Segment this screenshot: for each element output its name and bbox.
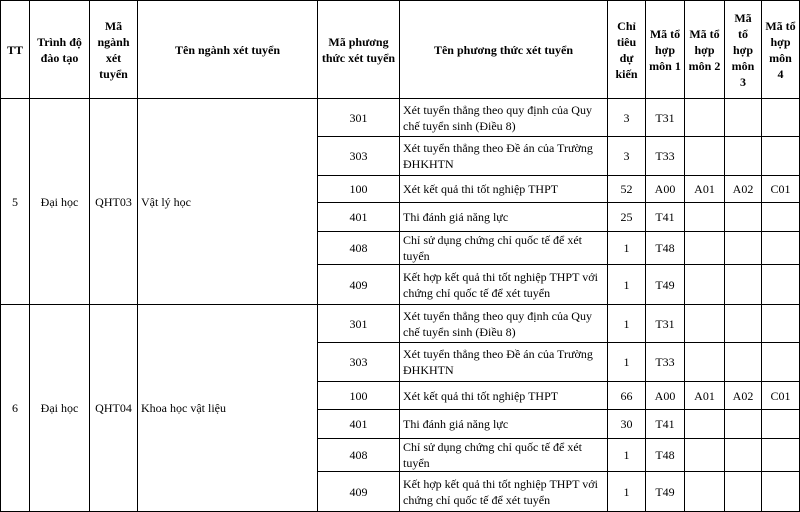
- cell-quota: 52: [608, 176, 646, 203]
- cell-combo-2: [685, 265, 725, 305]
- cell-tt: 5: [1, 99, 30, 305]
- cell-combo-4: [762, 410, 800, 439]
- cell-method-code: 100: [318, 176, 400, 203]
- cell-quota: 1: [608, 265, 646, 305]
- cell-method-name: Xét tuyển thẳng theo quy định của Quy chế tuyển sinh (Điều 8): [400, 99, 608, 137]
- header-to-hop-1: Mã tổ hợp môn 1: [646, 1, 685, 99]
- cell-combo-4: [762, 203, 800, 232]
- cell-method-code: 409: [318, 265, 400, 305]
- cell-method-name: Xét tuyển thẳng theo quy định của Quy chế tuyển sinh (Điều 8): [400, 305, 608, 343]
- cell-combo-3: [725, 232, 762, 265]
- cell-combo-3: [725, 265, 762, 305]
- cell-method-code: 408: [318, 439, 400, 472]
- header-ma-nganh: Mã ngành xét tuyển: [90, 1, 138, 99]
- cell-ten-nganh: Vật lý học: [138, 99, 318, 305]
- cell-combo-3: [725, 99, 762, 137]
- cell-method-code: 301: [318, 305, 400, 343]
- cell-quota: 1: [608, 232, 646, 265]
- cell-method-name: Kết hợp kết quả thi tốt nghiệp THPT với chứng chỉ quốc tế để xét tuyển: [400, 472, 608, 512]
- cell-combo-3: [725, 439, 762, 472]
- cell-combo-1: T31: [646, 305, 685, 343]
- header-ma-phuong-thuc: Mã phương thức xét tuyển: [318, 1, 400, 99]
- cell-combo-3: A02: [725, 382, 762, 410]
- cell-combo-4: [762, 137, 800, 176]
- cell-combo-1: T41: [646, 410, 685, 439]
- cell-combo-4: [762, 343, 800, 382]
- cell-combo-4: [762, 99, 800, 137]
- cell-method-code: 301: [318, 99, 400, 137]
- cell-combo-4: [762, 232, 800, 265]
- cell-combo-2: [685, 410, 725, 439]
- header-ten-nganh: Tên ngành xét tuyển: [138, 1, 318, 99]
- cell-combo-3: [725, 137, 762, 176]
- cell-ma-nganh: QHT03: [90, 99, 138, 305]
- cell-method-code: 409: [318, 472, 400, 512]
- cell-combo-1: T48: [646, 439, 685, 472]
- cell-method-name: Xét kết quả thi tốt nghiệp THPT: [400, 382, 608, 410]
- cell-ma-nganh: QHT04: [90, 305, 138, 512]
- header-trinh-do: Trình độ đào tạo: [30, 1, 90, 99]
- cell-combo-3: [725, 410, 762, 439]
- cell-combo-1: T48: [646, 232, 685, 265]
- cell-method-code: 303: [318, 137, 400, 176]
- cell-combo-4: C01: [762, 382, 800, 410]
- cell-method-code: 408: [318, 232, 400, 265]
- cell-method-name: Chỉ sử dụng chứng chỉ quốc tế để xét tuyển: [400, 439, 608, 472]
- cell-combo-3: [725, 203, 762, 232]
- cell-quota: 1: [608, 305, 646, 343]
- cell-combo-2: [685, 203, 725, 232]
- cell-combo-1: T31: [646, 99, 685, 137]
- cell-combo-3: [725, 305, 762, 343]
- header-ten-phuong-thuc: Tên phương thức xét tuyển: [400, 1, 608, 99]
- cell-combo-4: [762, 265, 800, 305]
- cell-quota: 1: [608, 439, 646, 472]
- cell-method-name: Thi đánh giá năng lực: [400, 410, 608, 439]
- cell-combo-2: [685, 99, 725, 137]
- cell-method-name: Xét kết quả thi tốt nghiệp THPT: [400, 176, 608, 203]
- cell-method-name: Kết hợp kết quả thi tốt nghiệp THPT với chứng chỉ quốc tế để xét tuyển: [400, 265, 608, 305]
- header-tt: TT: [1, 1, 30, 99]
- cell-trinh-do: Đại học: [30, 305, 90, 512]
- cell-combo-1: T33: [646, 343, 685, 382]
- cell-combo-4: [762, 305, 800, 343]
- cell-combo-1: T33: [646, 137, 685, 176]
- cell-method-name: Xét tuyển thẳng theo Đề án của Trường ĐHKHTN: [400, 137, 608, 176]
- cell-combo-2: [685, 137, 725, 176]
- cell-combo-4: [762, 439, 800, 472]
- cell-quota: 3: [608, 99, 646, 137]
- cell-ten-nganh: Khoa học vật liệu: [138, 305, 318, 512]
- cell-method-code: 303: [318, 343, 400, 382]
- cell-method-code: 100: [318, 382, 400, 410]
- cell-combo-2: [685, 232, 725, 265]
- cell-method-name: Xét tuyển thẳng theo Đề án của Trường ĐHKHTN: [400, 343, 608, 382]
- cell-combo-2: [685, 305, 725, 343]
- cell-combo-1: A00: [646, 382, 685, 410]
- cell-method-code: 401: [318, 203, 400, 232]
- cell-combo-3: [725, 343, 762, 382]
- cell-combo-1: T49: [646, 472, 685, 512]
- cell-quota: 30: [608, 410, 646, 439]
- cell-method-name: Thi đánh giá năng lực: [400, 203, 608, 232]
- cell-method-name: Chỉ sử dụng chứng chỉ quốc tế để xét tuyển: [400, 232, 608, 265]
- cell-combo-2: A01: [685, 382, 725, 410]
- table-row: [1, 305, 800, 343]
- cell-combo-1: T49: [646, 265, 685, 305]
- table-row: [1, 99, 800, 137]
- header-to-hop-2: Mã tổ hợp môn 2: [685, 1, 725, 99]
- cell-quota: 3: [608, 137, 646, 176]
- cell-combo-1: T41: [646, 203, 685, 232]
- cell-method-code: 401: [318, 410, 400, 439]
- header-to-hop-4: Mã tổ hợp môn 4: [762, 1, 800, 99]
- cell-combo-4: C01: [762, 176, 800, 203]
- cell-quota: 1: [608, 343, 646, 382]
- cell-quota: 1: [608, 472, 646, 512]
- header-chi-tieu: Chỉ tiêu dự kiến: [608, 1, 646, 99]
- cell-combo-3: A02: [725, 176, 762, 203]
- header-row: [1, 1, 800, 99]
- cell-quota: 25: [608, 203, 646, 232]
- cell-combo-2: [685, 439, 725, 472]
- cell-quota: 66: [608, 382, 646, 410]
- cell-trinh-do: Đại học: [30, 99, 90, 305]
- cell-combo-1: A00: [646, 176, 685, 203]
- cell-tt: 6: [1, 305, 30, 512]
- cell-combo-2: [685, 343, 725, 382]
- cell-combo-2: A01: [685, 176, 725, 203]
- header-to-hop-3: Mã tổ hợp môn 3: [725, 1, 762, 99]
